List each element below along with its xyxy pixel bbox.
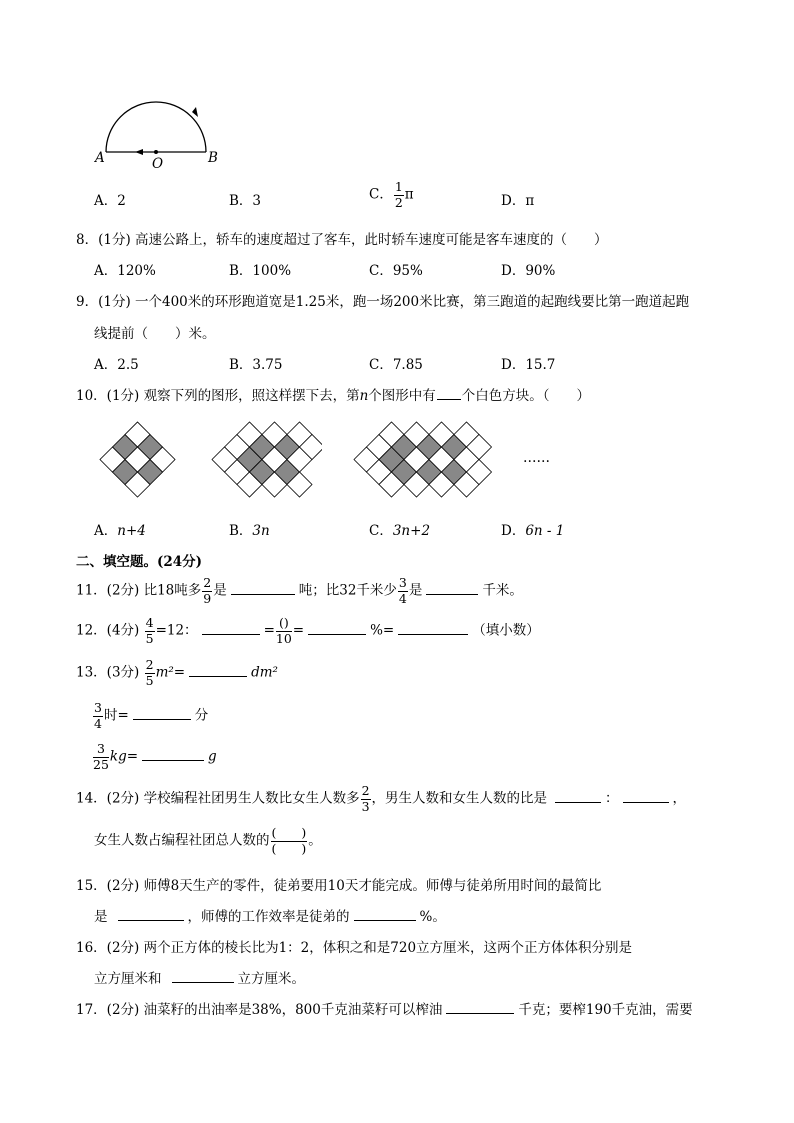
- answer-blank[interactable]: [231, 581, 295, 595]
- q7-option-c-label: C．: [369, 186, 393, 203]
- q9-option-b[interactable]: B．3.75: [229, 357, 283, 373]
- answer-blank[interactable]: [202, 621, 260, 635]
- answer-blank[interactable]: [446, 1000, 514, 1014]
- fraction: $\frac{3}{4}$: [94, 700, 102, 731]
- q9-option-d[interactable]: D．15.7: [501, 357, 556, 373]
- fraction: $\frac{2}{9}$: [203, 575, 212, 606]
- answer-blank[interactable]: [623, 789, 669, 803]
- q10-option-b[interactable]: B．3n: [229, 523, 270, 539]
- fraction: $\frac{3}{4}$: [398, 575, 407, 606]
- q12: 12．(4分) $\frac{4}{5}$ =12： = $\frac{()}{10}$ = %= （填小数）: [76, 615, 540, 646]
- q8-option-c[interactable]: C．95%: [369, 263, 423, 279]
- fraction: $\frac{3}{25}$: [93, 741, 109, 772]
- q15-line1: 15．(2分) 师傅8天生产的零件，徒弟要用10天才能完成。师傅与徒弟所用时间的最简比: [76, 878, 602, 894]
- answer-blank[interactable]: [426, 581, 478, 595]
- pi-symbol: π: [404, 186, 414, 203]
- answer-blank[interactable]: [133, 706, 191, 720]
- q8-option-a[interactable]: A．120%: [94, 263, 156, 279]
- q10-stem: 10．(1分) 观察下列的图形，照这样摆下去，第n个图形中有 个白色方块。（ ）: [76, 388, 591, 404]
- q7-option-c[interactable]: [369, 181, 414, 209]
- fraction: $\frac{()}{10}$: [275, 615, 292, 646]
- answer-blank[interactable]: [172, 969, 234, 983]
- q7-option-d[interactable]: D．π: [501, 193, 535, 209]
- ellipsis: ……: [523, 450, 550, 466]
- q7-option-b[interactable]: B．3: [229, 193, 262, 209]
- q9-stem-line1: 9．(1分) 一个400米的环形跑道宽是1.25米，跑一场200米比赛，第三跑道的起跑线要比第一跑道起跑: [76, 294, 690, 310]
- section-title: 二、填空题。(24分): [76, 554, 203, 570]
- q17-line1: 17．(2分) 油菜籽的出油率是38%，800千克油菜籽可以榨油 千克；要榨190千克油，需要: [76, 1002, 693, 1018]
- answer-blank[interactable]: [398, 621, 468, 635]
- answer-blank[interactable]: [142, 747, 204, 761]
- answer-fraction[interactable]: $\frac{( )}{( )}$: [271, 825, 307, 856]
- fraction: $\frac{2}{3}$: [361, 783, 370, 814]
- q10-option-d[interactable]: D．6n - 1: [501, 523, 565, 539]
- fraction: $\frac{4}{5}$: [145, 615, 154, 646]
- answer-blank[interactable]: [354, 907, 416, 921]
- answer-blank[interactable]: [118, 907, 184, 921]
- point-o-label: O: [152, 156, 164, 172]
- q9-option-c[interactable]: C．7.85: [369, 357, 423, 373]
- q11: 11．(2分) 比18吨多 $\frac{2}{9}$ 是 吨；比32千米少 $\frac{3}{4}$ 是 千米。: [76, 575, 523, 606]
- q10-option-a[interactable]: A．n+4: [94, 523, 146, 539]
- pattern-figure-3: [349, 417, 494, 502]
- q13-line1: 13．(3分) $\frac{2}{5}$ m²= dm²: [76, 657, 278, 688]
- fraction: $\frac{1}{2}$: [394, 179, 403, 210]
- q13-line3: $\frac{3}{25}$ kg= g: [93, 741, 217, 772]
- q9-option-a[interactable]: A．2.5: [94, 357, 139, 373]
- q8-stem: 8．(1分) 高速公路上，轿车的速度超过了客车，此时轿车速度可能是客车速度的（ ）: [76, 232, 608, 248]
- q8-option-d[interactable]: D．90%: [501, 263, 556, 279]
- answer-blank[interactable]: [555, 789, 601, 803]
- q14-line2: 女生人数占编程社团总人数的 $\frac{( )}{( )}$ 。: [94, 825, 322, 856]
- q16-line1: 16．(2分) 两个正方体的棱长比为1：2，体积之和是720立方厘米，这两个正方体体积分别是: [76, 940, 633, 956]
- q8-option-b[interactable]: B．100%: [229, 263, 292, 279]
- q10-option-c[interactable]: C．3n+2: [369, 523, 431, 539]
- answer-blank[interactable]: [437, 386, 461, 400]
- point-b-label: B: [208, 150, 218, 166]
- q7-option-a[interactable]: A．2: [94, 193, 126, 209]
- q16-line2: 立方厘米和 立方厘米。: [94, 971, 305, 987]
- pattern-figure-1: [95, 417, 180, 502]
- pattern-figure-2: [207, 417, 322, 502]
- answer-blank[interactable]: [189, 663, 247, 677]
- point-a-label: A: [95, 150, 105, 166]
- q9-stem-line2: 线提前（ ）米。: [94, 326, 216, 342]
- fraction: $\frac{2}{5}$: [145, 657, 154, 688]
- q14-line1: 14．(2分) 学校编程社团男生人数比女生人数多 $\frac{2}{3}$ ，男生人数和女生人数的比是 ： ，: [76, 783, 687, 814]
- q15-line2: 是 ，师傅的工作效率是徒弟的 %。: [94, 909, 446, 925]
- answer-blank[interactable]: [308, 621, 366, 635]
- q13-line2: $\frac{3}{4}$ 时= 分: [94, 700, 209, 731]
